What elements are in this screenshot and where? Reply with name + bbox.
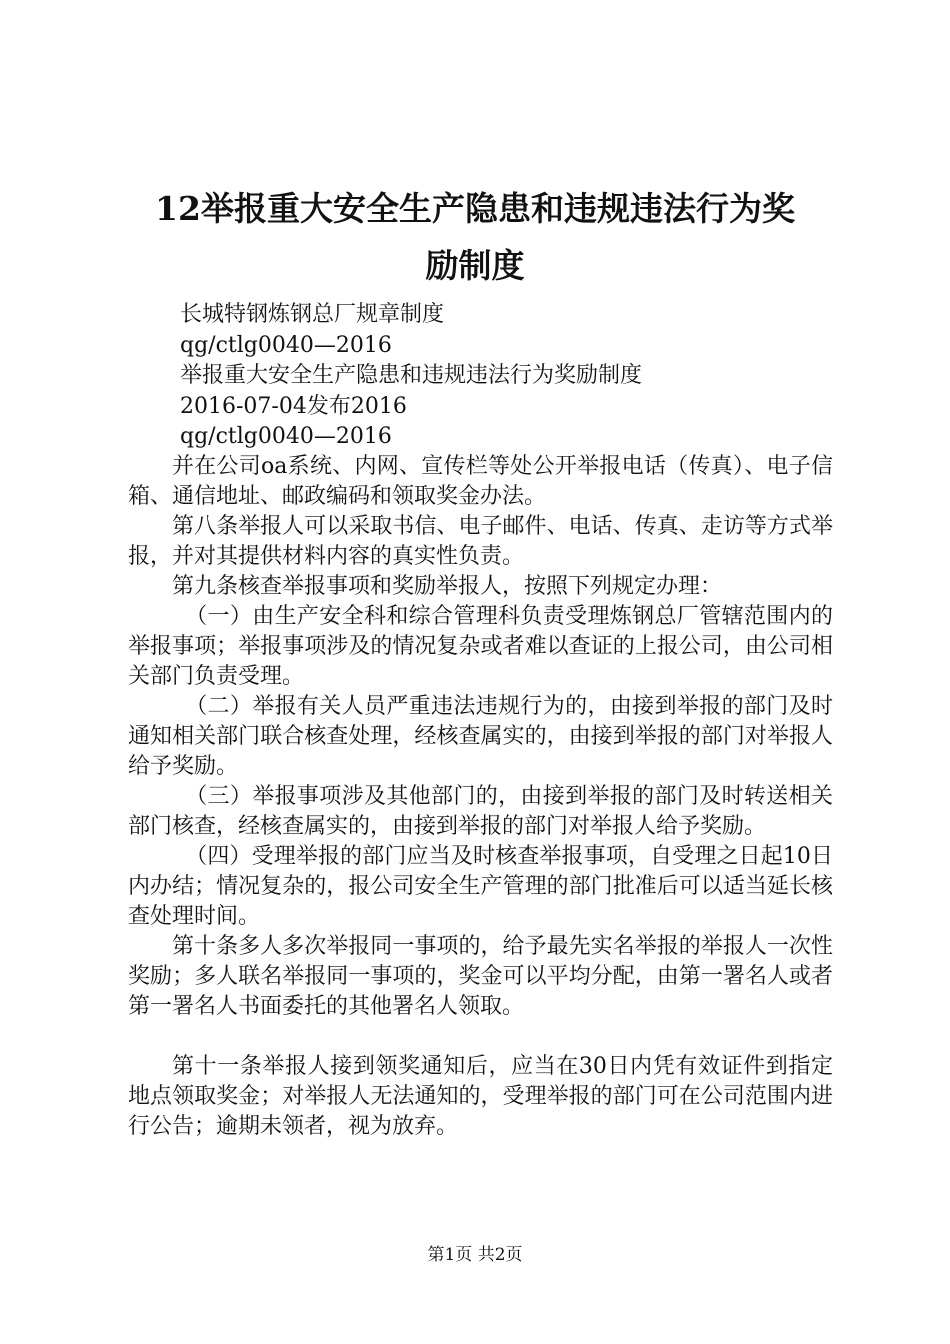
paragraph-public-channels: 并在公司oa系统、内网、宣传栏等处公开举报电话（传真）、电子信箱、通信地址、邮政编码和领取奖金办法。 <box>128 454 833 509</box>
paragraph-article-9: 第九条核查举报事项和奖励举报人，按照下列规定办理： <box>172 574 723 599</box>
paragraph-article-9-item-2: （二）举报有关人员严重违法违规行为的，由接到举报的部门及时通知相关部门联合核查处理，经核查属实的，由接到举报的部门对举报人给予奖励。 <box>128 694 833 779</box>
paragraph-article-11: 第十一条举报人接到领奖通知后，应当在30日内凭有效证件到指定地点领取奖金；对举报人无法通知的，受理举报的部门可在公司范围内进行公告；逾期未领者，视为放弃。 <box>128 1054 833 1139</box>
paragraph-article-9-item-1: （一）由生产安全科和综合管理科负责受理炼钢总厂管辖范围内的举报事项；举报事项涉及的情况复杂或者难以查证的上报公司，由公司相关部门负责受理。 <box>128 604 833 689</box>
regulation-name: 举报重大安全生产隐患和违规违法行为奖励制度 <box>180 363 643 388</box>
paragraph-article-9-item-3: （三）举报事项涉及其他部门的，由接到举报的部门及时转送相关部门核查，经核查属实的，由接到举报的部门对举报人给予奖励。 <box>128 784 833 839</box>
document-body <box>128 452 833 1142</box>
document-title-line-1: 12举报重大安全生产隐患和违规违法行为奖 <box>155 189 795 228</box>
regulation-code-repeat: qg/ctlg0040—2016 <box>180 424 392 449</box>
regulation-issuer: 长城特钢炼钢总厂规章制度 <box>180 302 445 327</box>
document-title-line-2: 励制度 <box>425 246 525 285</box>
regulation-date: 2016-07-04发布2016 <box>180 394 407 419</box>
page-number-footer: 第1页 共2页 <box>427 1245 523 1265</box>
paragraph-article-10: 第十条多人多次举报同一事项的，给予最先实名举报的举报人一次性奖励；多人联名举报同一事项的，奖金可以平均分配，由第一署名人或者第一署名人书面委托的其他署名人领取。 <box>128 934 833 1019</box>
paragraph-article-8: 第八条举报人可以采取书信、电子邮件、电话、传真、走访等方式举报，并对其提供材料内容的真实性负责。 <box>128 514 833 569</box>
regulation-code: qg/ctlg0040—2016 <box>180 333 392 358</box>
paragraph-article-9-item-4: （四）受理举报的部门应当及时核查举报事项，自受理之日起10日内办结；情况复杂的，报公司安全生产管理的部门批准后可以适当延长核查处理时间。 <box>128 844 833 929</box>
